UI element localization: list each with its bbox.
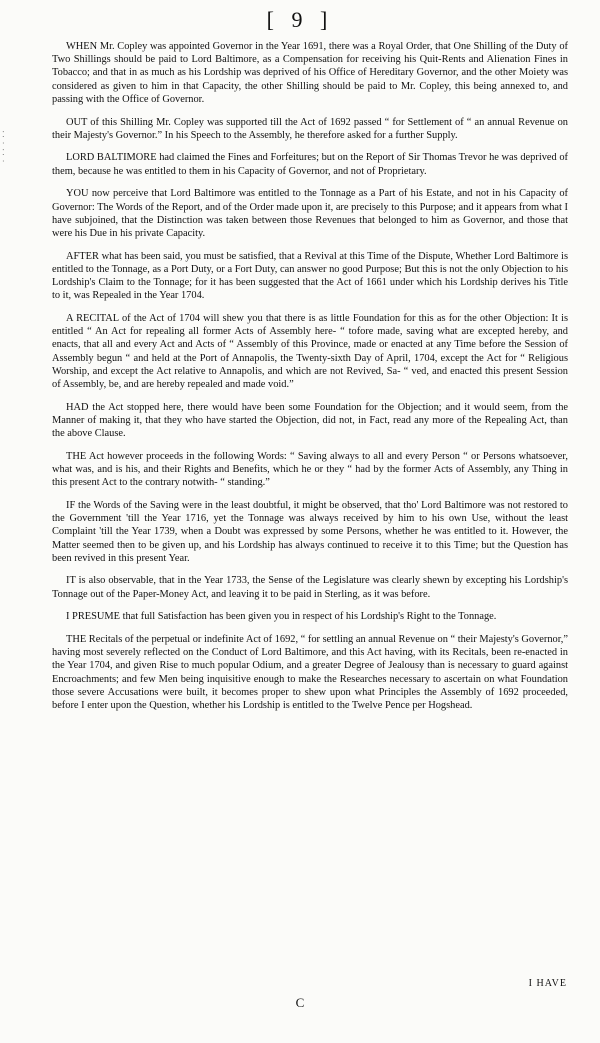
paragraph-recital-1704: A RECITAL of the Act of 1704 will shew you that there is as little Foundation for this as for the other Objection: It is entitled “ An Act for repealing all former Acts of Assembly here- “ tofore made, saving what are excepted hereby, and enacts, that all and every Act and Acts of “ Assembly of this Province, made or enacted at any Time before the Session of Assembly begun “ and held at the Port of Annapolis, the Twenty-sixth Day of April, 1704, except the Act for “ Religious Worship, and except the Act relative to Annapolis, and which are not Revived, Sa- “ ved, and enacted this present Session of Assembly, be, and are hereby repealed and made void.” — [52, 312, 568, 390]
paragraph-act-proceeds: THE Act however proceeds in the following Words: “ Saving always to all and every Person “ or Persons whatsoever, what was, and is his, and their Rights and Benefits, which he or they “ had by the former Acts of Assembly, any Thing in this present Act to the contrary notwith- “ standing.” — [52, 450, 568, 489]
paragraph-words-of-saving: IF the Words of the Saving were in the least doubtful, it might be observed, that tho' Lord Baltimore was not restored to the Government 'till the Year 1716, yet the Tonnage was always received by him to his own Use, without the least Complaint 'till the Year 1739, when a Doubt was expressed by some Persons, whether he was entitled to it. However, the Matter seemed then to be given up, and his Lordship has always continued to receive it to this Time; but the Question has been revived in this present Year. — [52, 499, 568, 564]
margin-marks: ⁚ · ⁚ · — [2, 130, 5, 166]
paragraph-copley-appointment: WHEN Mr. Copley was appointed Governor in the Year 1691, there was a Royal Order, that One Shilling of the Duty of Two Shillings should be paid to Lord Baltimore, as a Compensation for receiving his Quit-Rents and Alienation Fines in Tobacco; and that in as much as his Lordship was deprived of his Office of Hereditary Governor, and the other Moiety was considered as given to him in that Capacity, the other Shilling should be paid to Mr. Copley, this being annexed to, and passing with the Office of Governor. — [52, 41, 568, 105]
paragraph-fines-forfeitures: LORD BALTIMORE had claimed the Fines and Forfeitures; but on the Report of Sir Thomas Trevor he was deprived of them, because he was entitled to them in his Capacity of Governor, and not of Proprietary. — [52, 152, 568, 177]
paragraph-shilling-supported: OUT of this Shilling Mr. Copley was supported till the Act of 1692 passed “ for Settlement of “ an annual Revenue on their Majesty's Governor.” In his Speech to the Assembly, he therefore asked for a further Supply. — [52, 116, 568, 141]
paragraph-act-stopped: HAD the Act stopped here, there would have been some Foundation for the Objection; and it would seem, from the Manner of making it, that they who have started the Objection, did not, in Fact, read any more of the Repealing Act, than the above Clause. — [52, 401, 568, 440]
signature-mark: C — [295, 995, 305, 1010]
page-number: [ 9 ] — [266, 7, 334, 32]
paragraph-observable-1733: IT is also observable, that in the Year 1733, the Sense of the Legislature was clearly shewn by excepting his Lordship's Tonnage out of the Paper-Money Act, and leaving it to be paid in Sterling, as it was before. — [52, 575, 568, 600]
catchword: I HAVE — [528, 978, 567, 989]
body-text — [52, 40, 568, 722]
paragraph-presume: I PRESUME that full Satisfaction has been given you in respect of his Lordship's Right to the Tonnage. — [66, 611, 497, 623]
paragraph-recitals-1692: THE Recitals of the perpetual or indefinite Act of 1692, “ for settling an annual Revenue on “ their Majesty's Governor,” having most severely reflected on the Conduct of Lord Baltimore, and this Act having, with its Recitals, been re-enacted in the Year 1704, and given Rise to much popular Odium, and a greater Degree of Jealousy than is necessary to guard against Encroachments; and few Men being inquisitive enough to make the Researches necessary to ascertain on what Foundation those severe Accusations were built, it becomes proper to shew upon what Principles the Assembly of 1692 proceeded, before I enter upon the Question, whether his Lordship is entitled to the Twelve Pence per Hogshead. — [52, 634, 568, 712]
paragraph-revival-dispute: AFTER what has been said, you must be satisfied, that a Revival at this Time of the Dispute, Whether Lord Baltimore is entitled to the Tonnage, as a Port Duty, or a Fort Duty, can answer no good Purpose; But this is not the only Objection to his Lordship's Claim to the Tonnage; for it has been suggested that the Act of 1661 under which his Lordship derives his Title to it, was Repealed in the Year 1704. — [52, 250, 568, 302]
paragraph-tonnage-estate: YOU now perceive that Lord Baltimore was entitled to the Tonnage as a Part of his Estate, and not in his Capacity of Governor: The Words of the Report, and of the Order made upon it, are precisely to this Purpose; and it appears from what I have subjoined, that the Distinction was taken between those Revenues that belonged to him as Governor, and those that were his Due in his private Capacity. — [52, 188, 568, 239]
